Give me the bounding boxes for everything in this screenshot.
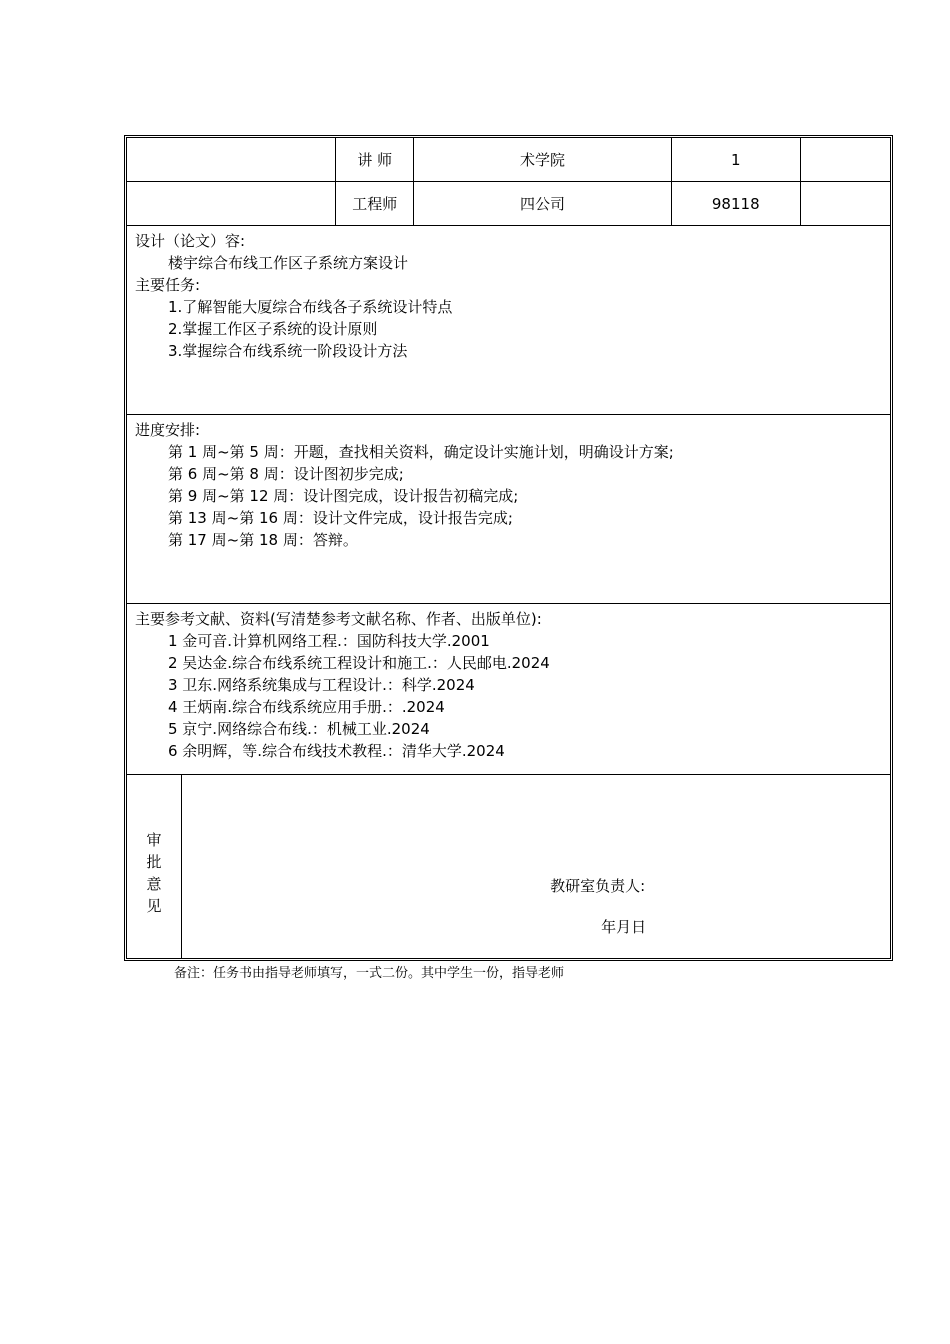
design-topic: 楼宇综合布线工作区子系统方案设计: [168, 254, 409, 272]
title-cell: 工程师: [336, 182, 414, 226]
approval-label-char: 见: [146, 896, 162, 915]
approval-opinion-area[interactable]: [182, 775, 891, 959]
approval-label-char: 意: [146, 874, 162, 893]
task-item: 3.掌握综合布线系统一阶段设计方法: [168, 342, 408, 360]
approval-label-char: 批: [146, 852, 162, 871]
reference-item: 1 金可音.计算机网络工程.：国防科技大学.2001: [168, 632, 490, 650]
design-row: [127, 226, 891, 415]
info-row-2: [127, 182, 891, 226]
approval-date-label: 年月日: [601, 918, 647, 936]
unit-cell: 四公司: [414, 182, 671, 226]
phone-cell: 98118: [671, 182, 800, 226]
office-head-signature-label: 教研室负责人:: [550, 877, 646, 895]
schedule-item: 第 9 周~第 12 周：设计图完成，设计报告初稿完成;: [168, 487, 519, 505]
phone-cell: 1: [671, 138, 800, 182]
schedule-item: 第 13 周~第 16 周：设计文件完成，设计报告完成;: [168, 509, 513, 527]
task-item: 1.了解智能大厦综合布线各子系统设计特点: [168, 298, 453, 316]
task-item: 2.掌握工作区子系统的设计原则: [168, 320, 378, 338]
unit-cell: 术学院: [414, 138, 671, 182]
reference-item: 6 余明辉，等.综合布线技术教程.：清华大学.2024: [168, 742, 505, 760]
schedule-row: [127, 415, 891, 604]
reference-item: 4 王炳南.综合布线系统应用手册.：.2024: [168, 698, 445, 716]
title-cell: 讲 师: [336, 138, 414, 182]
tasks-heading: 主要任务:: [135, 276, 201, 294]
reference-item: 5 京宁.网络综合布线.：机械工业.2024: [168, 720, 430, 738]
approval-label-char: 审: [146, 830, 162, 849]
task-form: [124, 135, 893, 961]
reference-item: 3 卫东.网络系统集成与工程设计.：科学.2024: [168, 676, 475, 694]
task-table: [126, 137, 891, 959]
extra-cell: [800, 138, 890, 182]
references-row: [127, 604, 891, 775]
name-cell: [127, 182, 336, 226]
name-cell: [127, 138, 336, 182]
schedule-heading: 进度安排:: [135, 421, 201, 439]
design-heading: 设计（论文）容:: [135, 232, 246, 250]
schedule-content: [127, 415, 891, 604]
references-content: [127, 604, 891, 775]
schedule-item: 第 17 周~第 18 周：答辩。: [168, 531, 358, 549]
extra-cell: [800, 182, 890, 226]
approval-row: [127, 775, 891, 959]
info-row-1: [127, 138, 891, 182]
approval-label: [127, 775, 182, 959]
design-content: [127, 226, 891, 415]
schedule-item: 第 1 周~第 5 周：开题，查找相关资料，确定设计实施计划，明确设计方案;: [168, 443, 674, 461]
reference-item: 2 吴达金.综合布线系统工程设计和施工.：人民邮电.2024: [168, 654, 550, 672]
schedule-item: 第 6 周~第 8 周：设计图初步完成;: [168, 465, 404, 483]
footnote: 备注：任务书由指导老师填写，一式二份。其中学生一份，指导老师: [174, 966, 565, 981]
references-heading: 主要参考文献、资料(写清楚参考文献名称、作者、出版单位):: [135, 610, 542, 628]
